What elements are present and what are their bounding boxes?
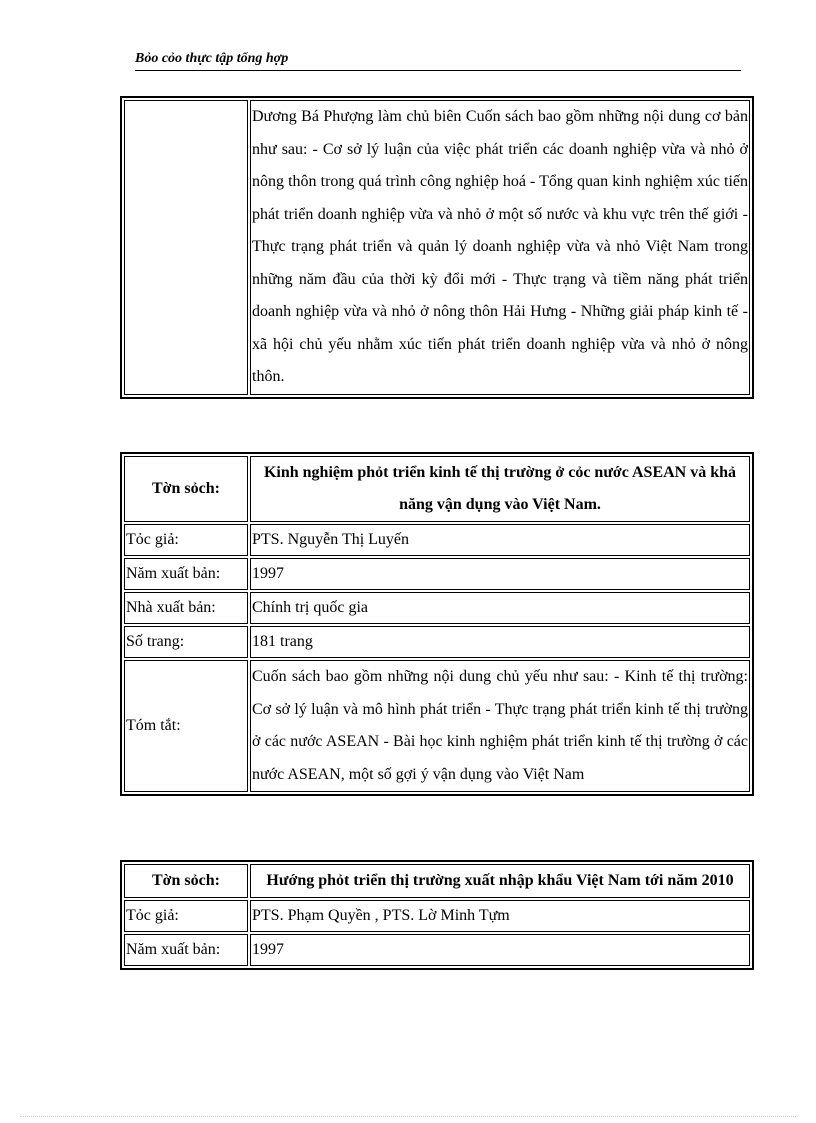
book-record-table-1 xyxy=(120,96,754,399)
table-row xyxy=(124,456,750,522)
author-label: Tỏc giả: xyxy=(124,900,248,932)
year-label: Năm xuất bản: xyxy=(124,934,248,966)
table-row xyxy=(124,558,750,590)
table-row xyxy=(124,100,750,395)
author-value: PTS. Phạm Quyền , PTS. Lờ Minh Tựm xyxy=(250,900,750,932)
author-label: Tỏc giả: xyxy=(124,524,248,556)
summary-value: Dương Bá Phượng làm chủ biên Cuốn sách bao gồm những nội dung cơ bản như sau: - Cơ sở lý luận của việc phát triển các doanh nghiệp vừa và nhỏ ở nông thôn trong quá trình công nghiệp hoá - Tổng quan kinh nghiệm xúc tiến phát triển doanh nghiệp vừa và nhỏ ở một số nước và khu vực trên thế giới - Thực trạng phát triển và quản lý doanh nghiệp vừa và nhỏ Việt Nam trong những năm đầu của thời kỳ đổi mới - Thực trạng và tiềm năng phát triển doanh nghiệp vừa và nhỏ ở nông thôn Hải Hưng - Những giải pháp kinh tế - xã hội chủ yếu nhằm xúc tiến phát triển doanh nghiệp vừa và nhỏ ở nông thôn. xyxy=(250,100,750,395)
table-row xyxy=(124,934,750,966)
page-bottom-divider xyxy=(20,1116,796,1117)
book-record-table-3 xyxy=(120,860,754,970)
summary-label-cell xyxy=(124,100,248,395)
table-row xyxy=(124,524,750,556)
book-title: Kinh nghiệm phỏt triển kinh tế thị trường ở cỏc nước ASEAN và khả năng vận dụng vào Việt Nam. xyxy=(250,456,750,522)
author-value: PTS. Nguyễn Thị Luyến xyxy=(250,524,750,556)
table-row xyxy=(124,900,750,932)
year-value: 1997 xyxy=(250,558,750,590)
title-label: Tờn sỏch: xyxy=(124,864,248,898)
pages-label: Số trang: xyxy=(124,626,248,658)
pages-value: 181 trang xyxy=(250,626,750,658)
book-record-table-2 xyxy=(120,452,754,796)
publisher-label: Nhà xuất bản: xyxy=(124,592,248,624)
page-header: Bỏo cỏo thực tập tổng hợp xyxy=(135,50,741,71)
table-row xyxy=(124,660,750,792)
summary-label: Tóm tắt: xyxy=(124,660,248,792)
table-row xyxy=(124,592,750,624)
year-value: 1997 xyxy=(250,934,750,966)
title-label: Tờn sỏch: xyxy=(124,456,248,522)
year-label: Năm xuất bản: xyxy=(124,558,248,590)
publisher-value: Chính trị quốc gia xyxy=(250,592,750,624)
table-row xyxy=(124,864,750,898)
book-title: Hướng phỏt triển thị trường xuất nhập khẩu Việt Nam tới năm 2010 xyxy=(250,864,750,898)
table-row xyxy=(124,626,750,658)
summary-value: Cuốn sách bao gồm những nội dung chủ yếu như sau: - Kinh tế thị trường: Cơ sở lý luận và mô hình phát triển - Thực trạng phát triển kinh tế thị trường ở các nước ASEAN - Bài học kinh nghiệm phát triển kinh tế thị trường ở các nước ASEAN, một số gợi ý vận dụng vào Việt Nam xyxy=(250,660,750,792)
